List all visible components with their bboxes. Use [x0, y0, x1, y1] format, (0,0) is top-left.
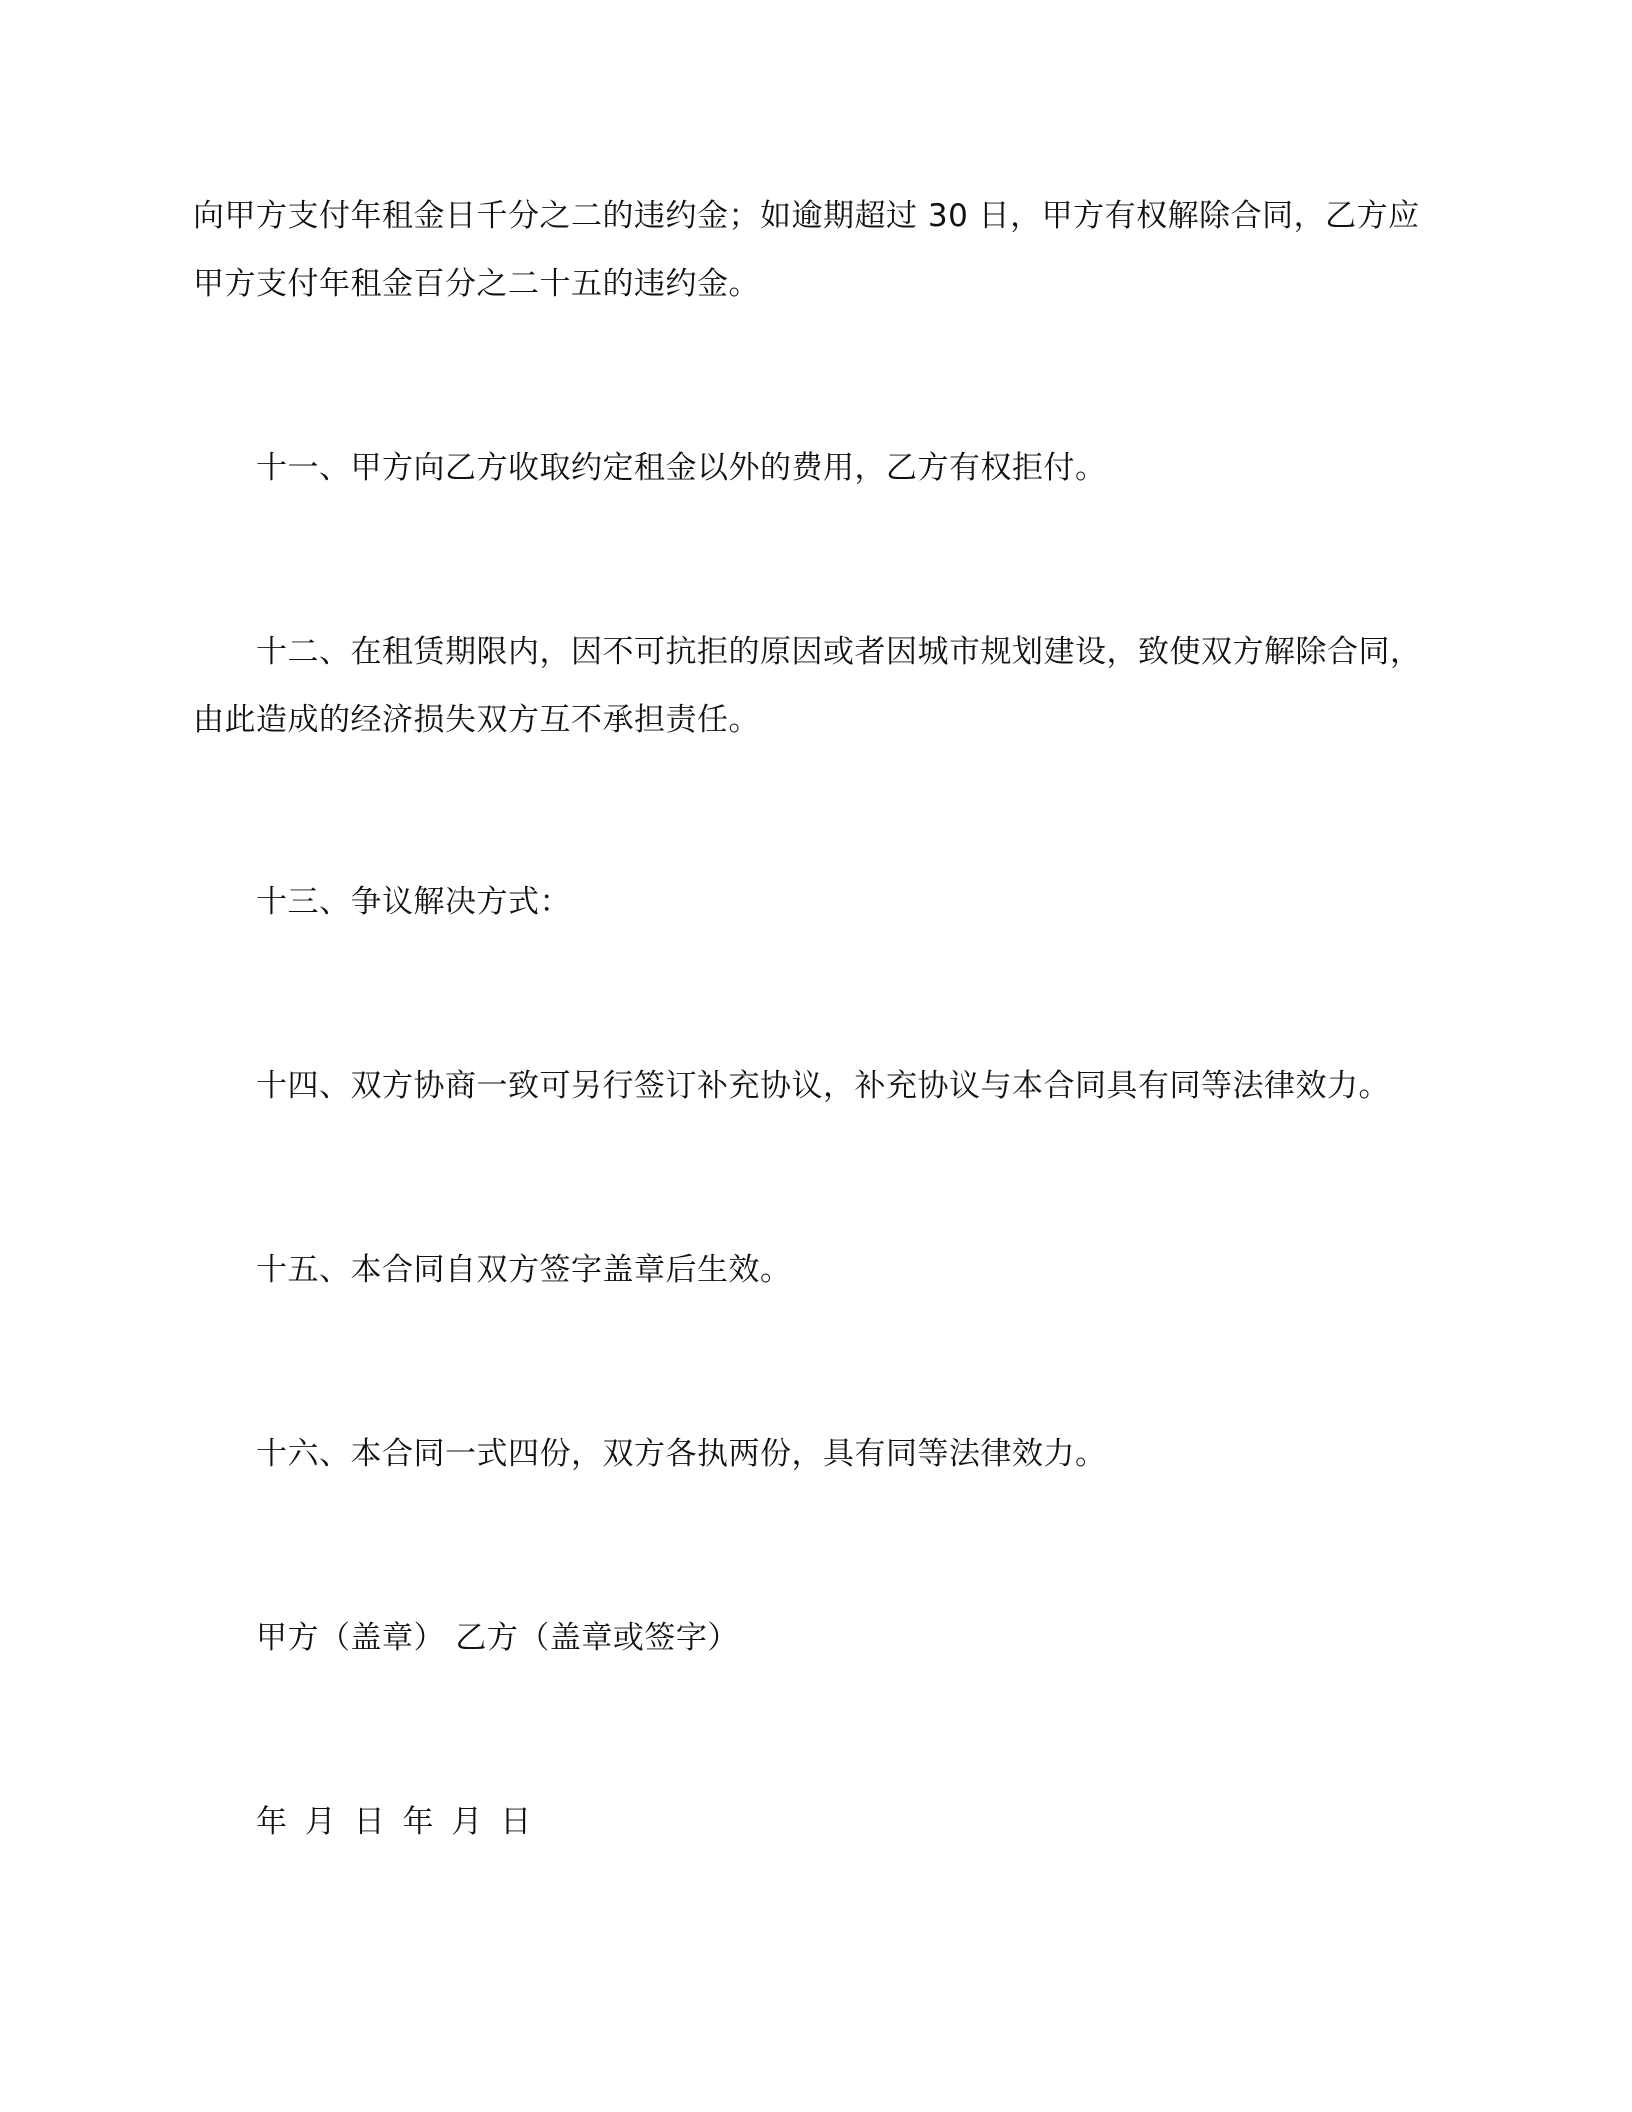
clause-12-cont: 由此造成的经济损失双方互不承担责任。 [193, 702, 760, 738]
signature-parties: 甲方（盖章） 乙方（盖章或签字） [256, 1620, 739, 1656]
clause-12: 十二、在租赁期限内，因不可抗拒的原因或者因城市规划建设，致使双方解除合同， [256, 634, 1422, 670]
clause-13: 十三、争议解决方式： [256, 884, 571, 920]
paragraph-line-breach-penalty-cont: 甲方支付年租金百分之二十五的违约金。 [193, 266, 760, 302]
clause-16: 十六、本合同一式四份，双方各执两份，具有同等法律效力。 [256, 1436, 1107, 1472]
clause-11: 十一、甲方向乙方收取约定租金以外的费用，乙方有权拒付。 [256, 450, 1107, 486]
clause-14: 十四、双方协商一致可另行签订补充协议，补充协议与本合同具有同等法律效力。 [256, 1068, 1390, 1104]
clause-15: 十五、本合同自双方签字盖章后生效。 [256, 1252, 792, 1288]
paragraph-line-breach-penalty: 向甲方支付年租金日千分之二的违约金；如逾期超过 30 日，甲方有权解除合同，乙方应 [193, 198, 1420, 234]
signature-dates: 年 月 日 年 月 日 [256, 1804, 536, 1840]
